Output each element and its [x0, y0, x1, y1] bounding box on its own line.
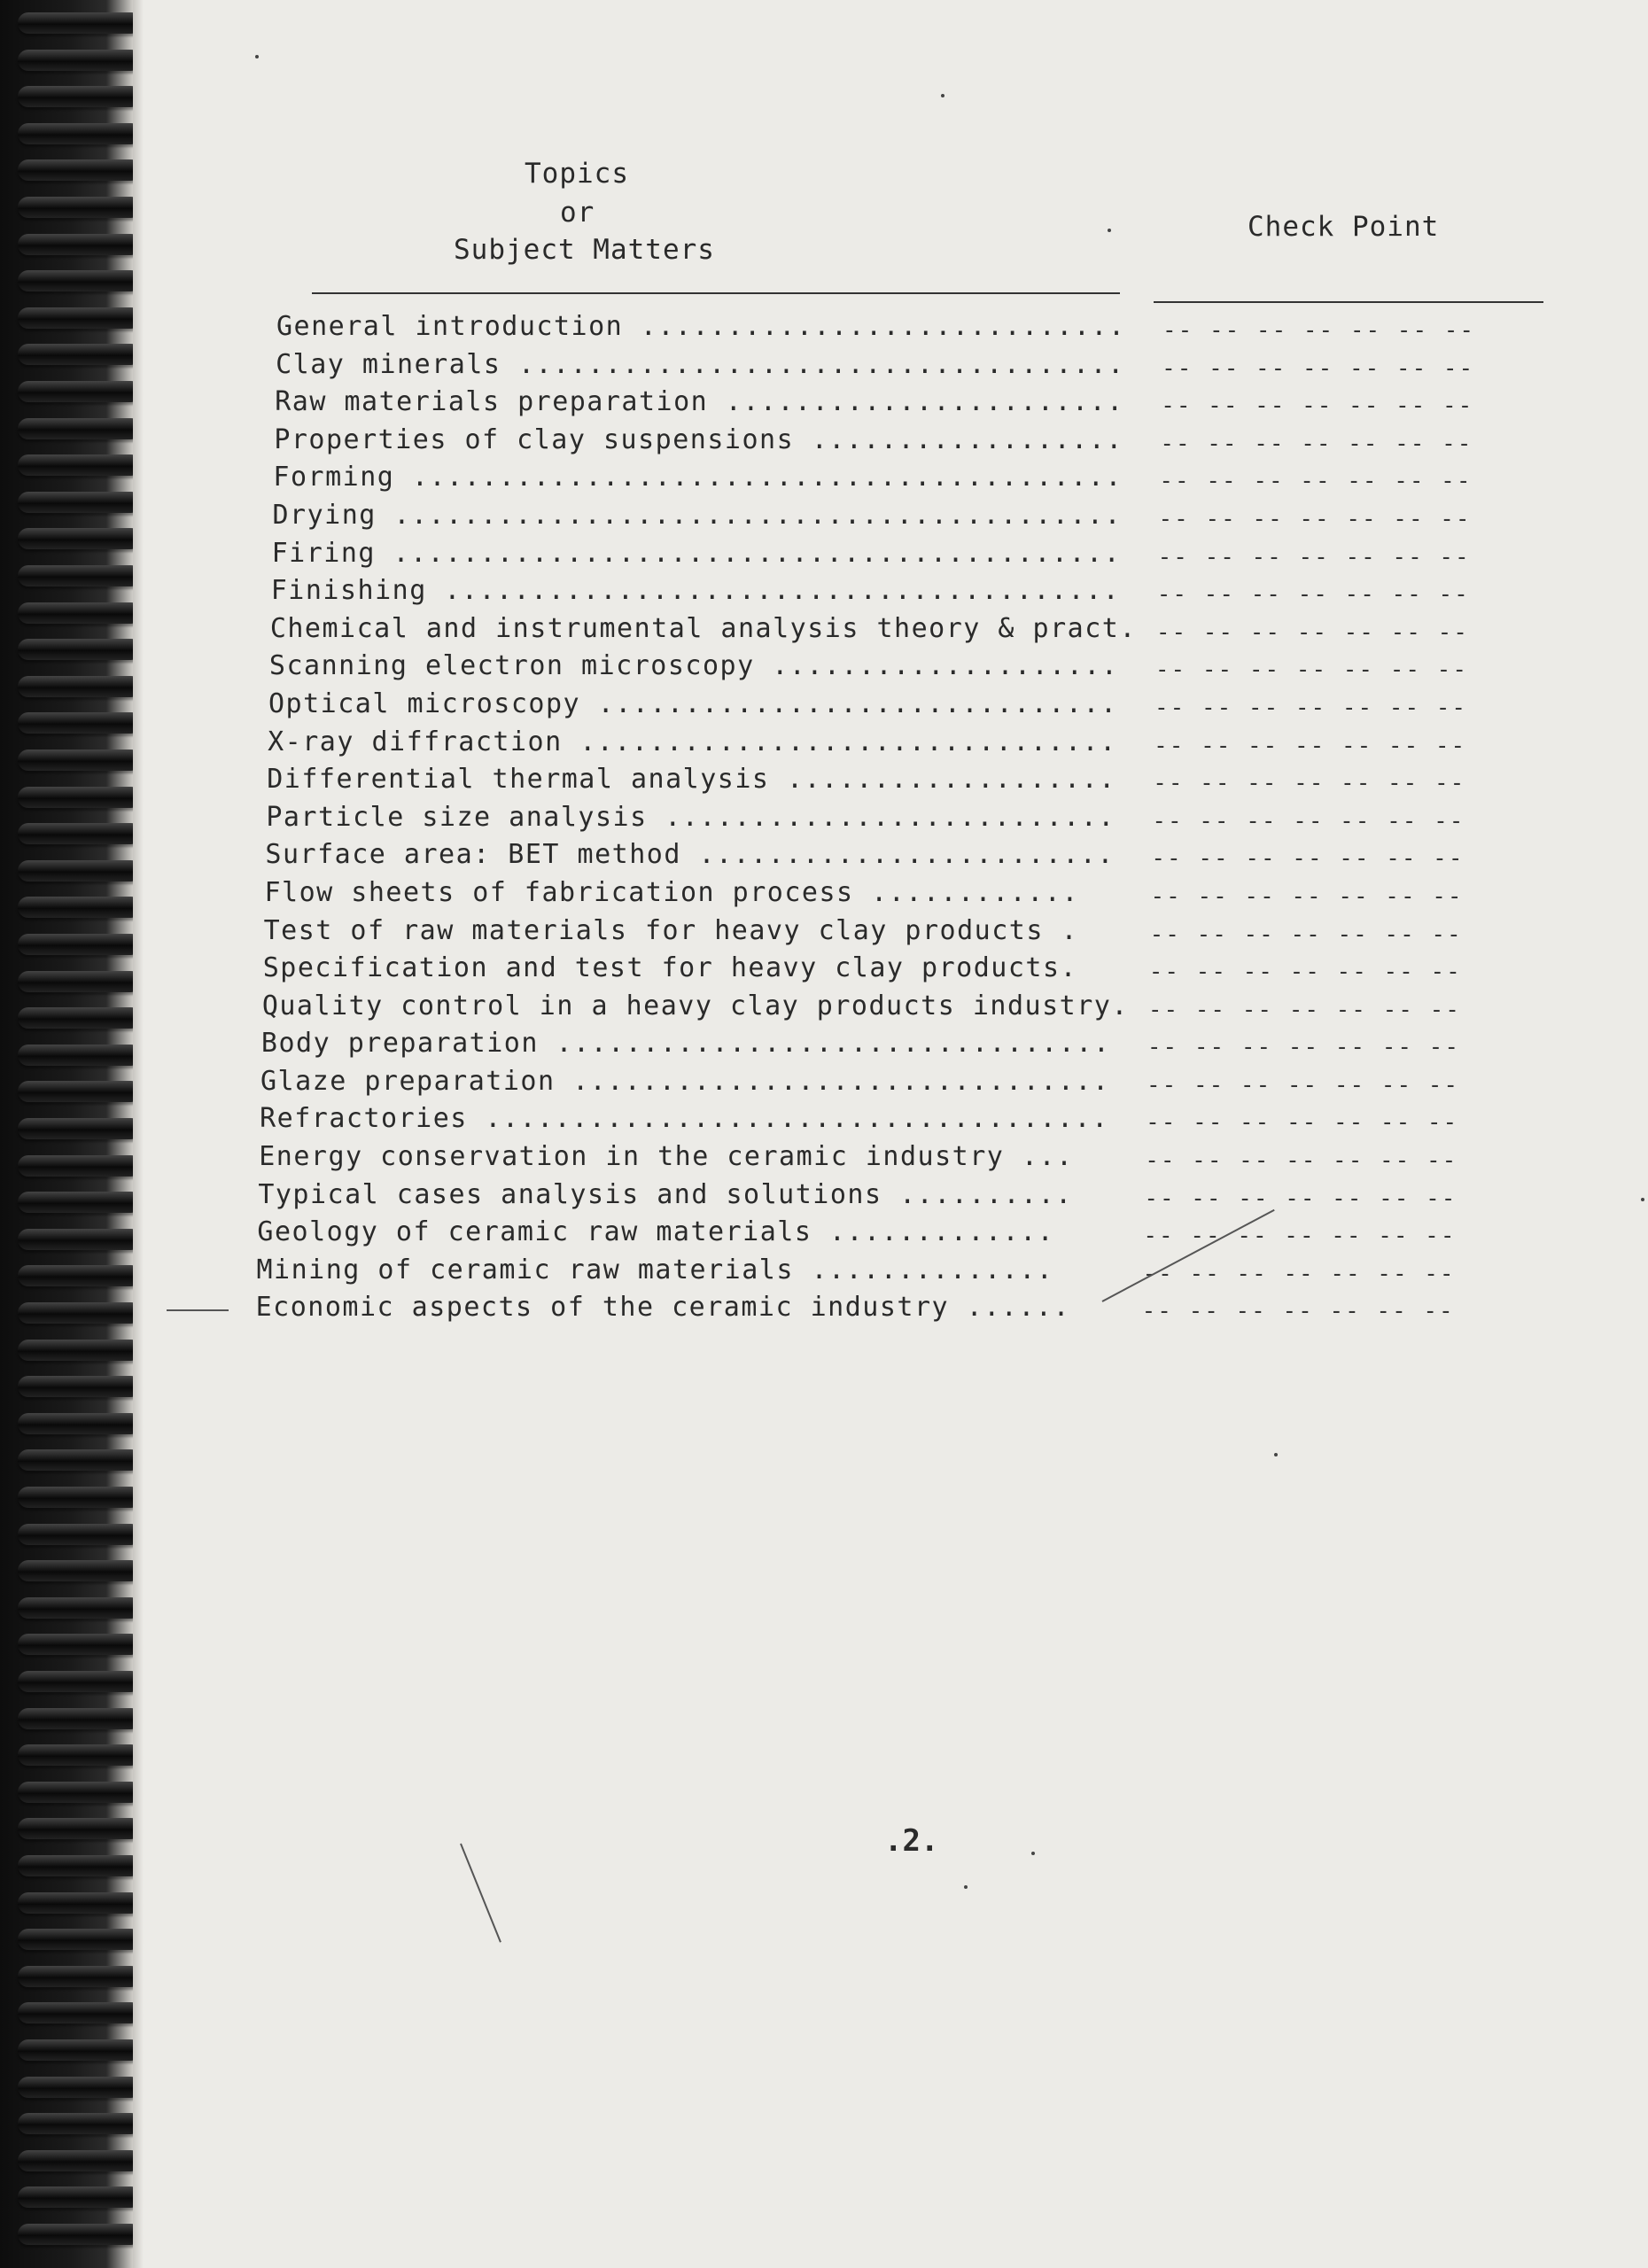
check-point-blank: -- -- -- -- -- -- -- [1154, 694, 1468, 721]
binding-coil [18, 602, 142, 624]
topic-row [265, 874, 1532, 913]
binding-coil [18, 1929, 142, 1950]
binding-coil [18, 1376, 142, 1397]
check-point-blank: -- -- -- -- -- -- -- [1149, 920, 1463, 948]
binding-coil [18, 1045, 142, 1066]
check-point-blank: -- -- -- -- -- -- -- [1162, 317, 1476, 344]
binding-coil [18, 1671, 142, 1692]
check-point-blank: -- -- -- -- -- -- -- [1147, 1071, 1460, 1099]
binding-coil [18, 750, 142, 771]
binding-coil [18, 1413, 142, 1434]
topic-label: X-ray diffraction ............................... [268, 726, 1117, 757]
page-edge [133, 0, 144, 2268]
check-point-blank: -- -- -- -- -- -- -- [1144, 1184, 1458, 1212]
topic-label: Particle size analysis .......................... [266, 801, 1116, 833]
topic-row [262, 988, 1529, 1026]
topic-row [269, 648, 1536, 686]
check-point-blank: -- -- -- -- -- -- -- [1151, 845, 1465, 873]
binding-coil [18, 50, 142, 71]
topic-label: Optical microscopy .............................. [268, 687, 1118, 719]
binding-coil [18, 2224, 142, 2245]
topic-label: Surface area: BET method ........................ [265, 839, 1115, 871]
binding-coil [18, 344, 142, 365]
speck [941, 94, 944, 97]
topic-label: Raw materials preparation ....................... [275, 386, 1124, 418]
speck [1031, 1852, 1035, 1855]
topic-label: Economic aspects of the ceramic industry ...... [255, 1292, 1071, 1324]
binding-coil [18, 1449, 142, 1471]
header-rule-topics [312, 292, 1120, 294]
binding-coil [18, 676, 142, 697]
check-point-blank: -- -- -- -- -- -- -- [1154, 732, 1467, 759]
topic-label: Refractories .................................... [260, 1103, 1109, 1135]
topic-label: Flow sheets of fabrication process ............ [264, 876, 1079, 908]
speck [1108, 229, 1111, 232]
topic-row [272, 535, 1539, 573]
binding-coil [18, 823, 142, 844]
topic-label: Glaze preparation ............................... [260, 1065, 1110, 1097]
topic-row [268, 724, 1535, 762]
topic-row [273, 459, 1540, 497]
binding-coil [18, 1818, 142, 1839]
check-point-blank: -- -- -- -- -- -- -- [1162, 354, 1475, 382]
binding-coil [18, 159, 142, 181]
binding-coil [18, 639, 142, 660]
binding-coil [18, 528, 142, 549]
topic-label: Body preparation ................................ [260, 1028, 1111, 1060]
binding-coil [18, 197, 142, 218]
header-or: or [560, 197, 595, 229]
check-point-blank: -- -- -- -- -- -- -- [1157, 543, 1471, 571]
binding-coil [18, 2077, 142, 2098]
binding-coil [18, 454, 142, 476]
topic-row [276, 308, 1543, 346]
binding-coil [18, 565, 142, 586]
topics-list [255, 308, 1543, 1327]
binding-coil [18, 234, 142, 255]
topic-row [274, 422, 1541, 460]
binding-coil [18, 1118, 142, 1139]
topic-row [258, 1177, 1525, 1215]
check-point-blank: -- -- -- -- -- -- -- [1150, 882, 1464, 910]
binding-coil [18, 1634, 142, 1655]
topic-label: Drying .......................................... [272, 499, 1123, 531]
binding-coil [18, 897, 142, 918]
spiral-binding [0, 0, 133, 2268]
speck [1274, 1453, 1278, 1456]
check-point-blank: -- -- -- -- -- -- -- [1160, 430, 1473, 457]
header-rule-check [1154, 301, 1543, 303]
topic-row [260, 1063, 1528, 1101]
binding-coil [18, 1782, 142, 1803]
binding-coil [18, 2150, 142, 2171]
topic-row [257, 1214, 1524, 1252]
topic-label: Finishing ....................................... [270, 575, 1121, 607]
binding-coil [18, 1192, 142, 1213]
speck [255, 55, 259, 58]
binding-coil [18, 971, 142, 992]
binding-coil [18, 1265, 142, 1286]
binding-coil [18, 860, 142, 882]
binding-coil [18, 1229, 142, 1250]
pen-stroke [167, 1309, 229, 1311]
topic-label: Differential thermal analysis ................... [267, 764, 1116, 796]
topic-label: Typical cases analysis and solutions .......... [258, 1178, 1073, 1210]
topic-label: Quality control in a heavy clay products industry. [261, 990, 1129, 1021]
binding-coil [18, 787, 142, 808]
topic-label: Test of raw materials for heavy clay products . [263, 914, 1079, 946]
topic-row [271, 572, 1538, 610]
binding-coil [18, 1302, 142, 1324]
header-subject-matters: Subject Matters [454, 234, 715, 266]
check-point-blank: -- -- -- -- -- -- -- [1152, 807, 1465, 835]
binding-coil [18, 2002, 142, 2023]
binding-coil [18, 1155, 142, 1177]
topic-row [275, 384, 1542, 422]
binding-coil [18, 934, 142, 955]
check-point-blank: -- -- -- -- -- -- -- [1146, 1109, 1459, 1137]
check-point-blank: -- -- -- -- -- -- -- [1153, 770, 1466, 797]
topic-label: Chemical and instrumental analysis theory & pract. [269, 612, 1137, 644]
check-point-blank: -- -- -- -- -- -- -- [1156, 581, 1470, 609]
check-point-blank: -- -- -- -- -- -- -- [1154, 656, 1468, 684]
check-point-blank: -- -- -- -- -- -- -- [1148, 959, 1462, 986]
binding-coil [18, 1560, 142, 1581]
topic-row [270, 610, 1537, 649]
topic-label: Properties of clay suspensions .................. [274, 423, 1123, 455]
check-point-blank: -- -- -- -- -- -- -- [1161, 392, 1474, 420]
topic-row [260, 1100, 1527, 1138]
check-point-blank: -- -- -- -- -- -- -- [1147, 1034, 1460, 1061]
binding-coil [18, 270, 142, 291]
topic-row [265, 836, 1532, 874]
topic-label: Clay minerals ................................... [276, 348, 1125, 380]
binding-coil [18, 86, 142, 107]
binding-coil [18, 1524, 142, 1545]
topic-row [273, 497, 1540, 535]
binding-coil [18, 1340, 142, 1361]
binding-coil [18, 2186, 142, 2208]
speck [964, 1885, 968, 1889]
binding-coil [18, 1708, 142, 1729]
binding-coil [18, 1744, 142, 1766]
topic-label: Mining of ceramic raw materials .............. [256, 1254, 1054, 1285]
header-check-point: Check Point [1248, 211, 1440, 243]
binding-coil [18, 381, 142, 402]
binding-coil [18, 2113, 142, 2134]
binding-coil [18, 418, 142, 439]
binding-coil [18, 712, 142, 734]
topic-row [266, 799, 1533, 837]
speck [1641, 1198, 1644, 1201]
topic-row [276, 346, 1543, 384]
binding-coil [18, 492, 142, 513]
topic-label: Firing .......................................... [271, 537, 1122, 569]
topic-row [268, 686, 1535, 724]
topic-row [263, 950, 1530, 988]
binding-coil [18, 1855, 142, 1876]
topic-label: Energy conservation in the ceramic industry ... [259, 1141, 1074, 1173]
check-point-blank: -- -- -- -- -- -- -- [1143, 1223, 1457, 1250]
binding-coil [18, 1892, 142, 1914]
check-point-blank: -- -- -- -- -- -- -- [1147, 996, 1461, 1023]
header-topics: Topics [525, 158, 629, 190]
topic-row [259, 1138, 1526, 1177]
binding-coil [18, 123, 142, 144]
binding-coil [18, 1081, 142, 1102]
binding-coil [18, 307, 142, 329]
binding-coil [18, 1966, 142, 1987]
binding-coil [18, 1597, 142, 1619]
topic-row [267, 761, 1534, 799]
topic-row [257, 1252, 1524, 1290]
check-point-blank: -- -- -- -- -- -- -- [1158, 505, 1472, 532]
topic-label: Forming ......................................... [273, 462, 1123, 493]
check-point-blank: -- -- -- -- -- -- -- [1145, 1147, 1458, 1175]
check-point-blank: -- -- -- -- -- -- -- [1155, 618, 1469, 646]
binding-coil [18, 12, 142, 34]
topic-row [256, 1289, 1523, 1327]
topic-label: Scanning electron microscopy .................... [268, 650, 1119, 682]
binding-coil [18, 2039, 142, 2061]
topic-row [264, 913, 1531, 951]
binding-coil [18, 1007, 142, 1029]
check-point-blank: -- -- -- -- -- -- -- [1141, 1298, 1455, 1325]
binding-coil [18, 1487, 142, 1508]
page-number: .2. [884, 1823, 939, 1859]
check-point-blank: -- -- -- -- -- -- -- [1142, 1260, 1456, 1287]
check-point-blank: -- -- -- -- -- -- -- [1159, 468, 1473, 495]
topic-label: Specification and test for heavy clay products. [262, 952, 1078, 984]
topic-label: General introduction ............................ [276, 311, 1126, 342]
topic-row [261, 1025, 1528, 1063]
topic-label: Geology of ceramic raw materials ............. [257, 1216, 1055, 1248]
